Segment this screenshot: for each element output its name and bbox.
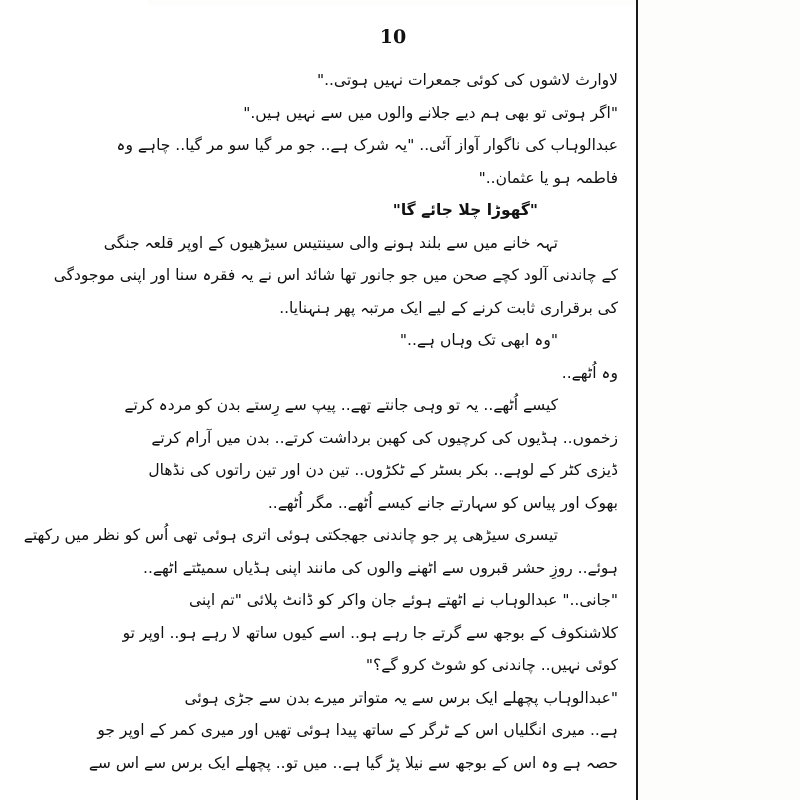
book-page xyxy=(23,6,638,800)
text-line-20: "عبدالوہاب پچھلے ایک برس سے یہ متواتر میرے بدن سے جڑی ہوئی xyxy=(184,688,618,707)
page-edge-line xyxy=(636,0,638,800)
text-line-14: بھوک اور پیاس کو سہارتے جانے کیسے اُٹھے.. مگر اُٹھے.. xyxy=(267,493,618,512)
urdu-text-body xyxy=(23,64,618,779)
text-line-2: "اگر ہوتی تو بھی ہم دیے جلانے والوں میں سے نہیں ہیں." xyxy=(243,103,618,122)
text-line-1: لاوارث لاشوں کی کوئی جمعرات نہیں ہوتی.." xyxy=(316,71,618,89)
text-line-21: ہے.. میری انگلیاں اس کے ٹرگر کے ساتھ پیدا ہوئی تھیں اور میری کمر کے اوپر جو xyxy=(97,721,618,739)
text-line-13: ڈیزی کٹر کے لوہے.. بکر بسٹر کے ٹکڑوں.. تین دن اور تین راتوں کی نڈھال xyxy=(148,461,618,479)
text-line-22: حصہ ہے وہ اس کے بوجھ سے نیلا پڑ گیا ہے.. میں تو.. پچھلے ایک برس سے اس سے xyxy=(88,753,618,772)
text-line-15: تیسری سیڑھی پر جو چاندنی جھجکتی ہوئی اتری ہوئی تھی اُس کو نظر میں رکھتے xyxy=(23,526,558,544)
text-line-4: فاطمہ ہو یا عثمان.." xyxy=(478,168,618,187)
text-line-3: عبدالوہاب کی ناگوار آواز آئی.. "یہ شرک ہے.. جو مر گیا سو مر گیا.. چاہے وہ xyxy=(116,136,618,154)
text-line-8: کی برقراری ثابت کرنے کے لیے ایک مرتبہ پھر ہنہنایا.. xyxy=(279,298,618,317)
text-line-5: "گھوڑا چلا جائے گا" xyxy=(392,201,538,219)
text-line-11: کیسے اُٹھے.. یہ تو وہی جانتے تھے.. پیپ سے رِستے بدن کو مردہ کرتے xyxy=(124,396,558,414)
text-line-16: ہوئے.. روزِ حشر قبروں سے اٹھنے والوں کی مانند اپنی ہڈیاں سمیٹتے اٹھے.. xyxy=(143,558,618,577)
text-line-12: زخموں.. ہڈیوں کی کرچیوں کی کھبن برداشت کرتے.. بدن میں آرام کرتے xyxy=(151,428,618,447)
text-line-7: کے چاندنی آلود کچے صحن میں جو جانور تھا شائد اس نے یہ فقرہ سنا اور اپنی موجودگی xyxy=(53,266,618,284)
text-line-10: وہ اُٹھے.. xyxy=(561,363,618,382)
text-line-18: کلاشنکوف کے بوجھ سے گرتے جا رہے ہو.. اسے کیوں ساتھ لا رہے ہو.. اوپر تو xyxy=(122,623,618,642)
text-line-17: "جانی.." عبدالوہاب نے اٹھتے ہوئے جان واکر کو ڈانٹ پلائی "تم اپنی xyxy=(188,591,618,609)
text-line-19: کوئی نہیں.. چاندنی کو شوٹ کرو گے؟" xyxy=(365,656,618,674)
text-line-9: "وہ ابھی تک وہاں ہے.." xyxy=(399,331,558,349)
page-number: 10 xyxy=(379,26,407,48)
text-line-6: تہہ خانے میں سے بلند ہونے والی سینتیس سیڑھیوں کے اوپر قلعہ جنگی xyxy=(103,233,558,252)
